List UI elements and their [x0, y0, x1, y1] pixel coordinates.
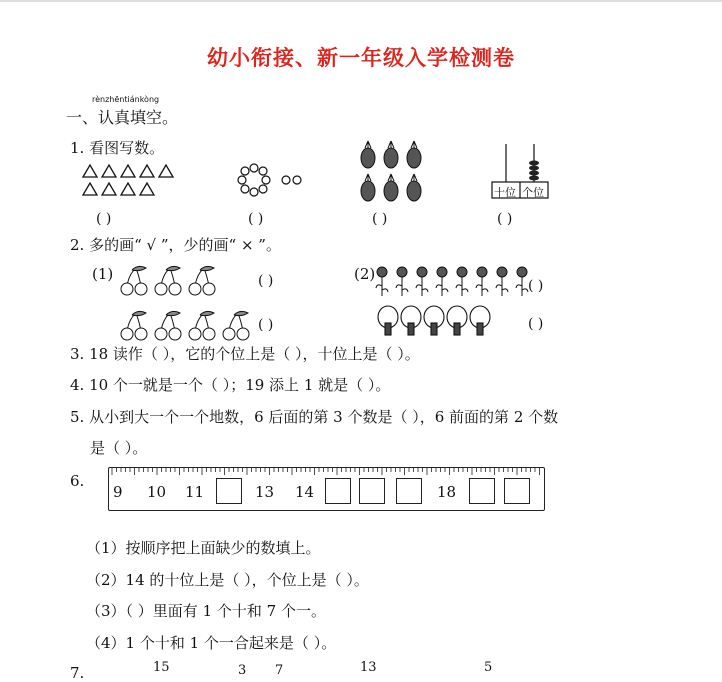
- q7-label: 7.: [70, 664, 85, 682]
- ruler-number: 9: [113, 483, 123, 501]
- q5-line-2: 是（ ）。: [90, 439, 148, 457]
- q2-answer-1a[interactable]: ( ): [258, 273, 274, 289]
- place-tens-label: 十位: [494, 186, 516, 199]
- ruler-blank-box[interactable]: [359, 478, 385, 504]
- q2-answer-1b[interactable]: ( ): [258, 317, 274, 333]
- q7-number: 13: [360, 660, 377, 675]
- ruler-ticks: [109, 468, 544, 476]
- q6-sub-4: （4）1 个十和 1 个一合起来是（ ）。: [86, 634, 337, 652]
- ruler-blank-box[interactable]: [216, 478, 242, 504]
- pineapples-icon: [360, 139, 432, 203]
- q2-answer-2a[interactable]: ( ): [528, 278, 544, 294]
- ruler-number: 13: [255, 483, 275, 501]
- section-pinyin: rènzhēntiánkòng: [92, 95, 160, 104]
- ruler-blank-box[interactable]: [396, 478, 422, 504]
- q7-number: 5: [484, 660, 493, 675]
- top-border: [0, 0, 722, 2]
- q7-number: 15: [153, 660, 170, 675]
- q1-answer-4[interactable]: ( ): [497, 211, 513, 227]
- q5-line-1: 5. 从小到大一个一个地数，6 后面的第 3 个数是（ ），6 前面的第 2 个数: [70, 408, 559, 426]
- triangles-icon: [83, 163, 183, 197]
- q2-part2-label: (2): [354, 265, 376, 283]
- q1-answer-2[interactable]: ( ): [248, 211, 264, 227]
- flowers-icon: [374, 266, 534, 300]
- q2-part1-label: (1): [92, 265, 114, 283]
- cherries-row-1-icon: [120, 264, 230, 296]
- q1-answer-3[interactable]: ( ): [372, 211, 388, 227]
- ruler-number: 14: [295, 483, 315, 501]
- ruler-number: 10: [147, 483, 167, 501]
- cherries-row-2-icon: [120, 309, 260, 341]
- place-ones-label: 个位: [522, 186, 544, 199]
- q6-sub-2: （2）14 的十位上是（ ），个位上是（ ）。: [86, 571, 369, 589]
- q4-text: 4. 10 个一就是一个（ ）；19 添上 1 就是（ ）。: [70, 376, 391, 394]
- ruler-blank-box[interactable]: [504, 478, 530, 504]
- section-heading: 一、认真填空。: [66, 108, 179, 127]
- number-ruler: [108, 467, 545, 511]
- page-title: 幼小衔接、新一年级入学检测卷: [207, 46, 515, 70]
- q7-number: 7: [275, 663, 284, 678]
- ruler-number: 11: [185, 483, 205, 501]
- q6-sub-3: （3）（ ）里面有 1 个十和 7 个一。: [86, 602, 326, 620]
- trees-icon: [378, 305, 493, 337]
- q1-answer-1[interactable]: ( ): [96, 211, 112, 227]
- circles-icon: [237, 163, 307, 197]
- q6-label: 6.: [70, 472, 85, 490]
- q3-text: 3. 18 读作（ ），它的个位上是（ ），十位上是（ ）。: [70, 345, 420, 363]
- q2-answer-2b[interactable]: ( ): [528, 316, 544, 332]
- q2-label: 2. 多的画“ √ ”，少的画“ × ”。: [70, 236, 281, 254]
- ruler-blank-box[interactable]: [469, 478, 495, 504]
- q1-label: 1. 看图写数。: [70, 139, 165, 157]
- q6-sub-1: （1）按顺序把上面缺少的数填上。: [86, 539, 321, 557]
- ruler-number: 18: [437, 483, 457, 501]
- ruler-blank-box[interactable]: [325, 478, 351, 504]
- q7-number: 3: [238, 663, 247, 678]
